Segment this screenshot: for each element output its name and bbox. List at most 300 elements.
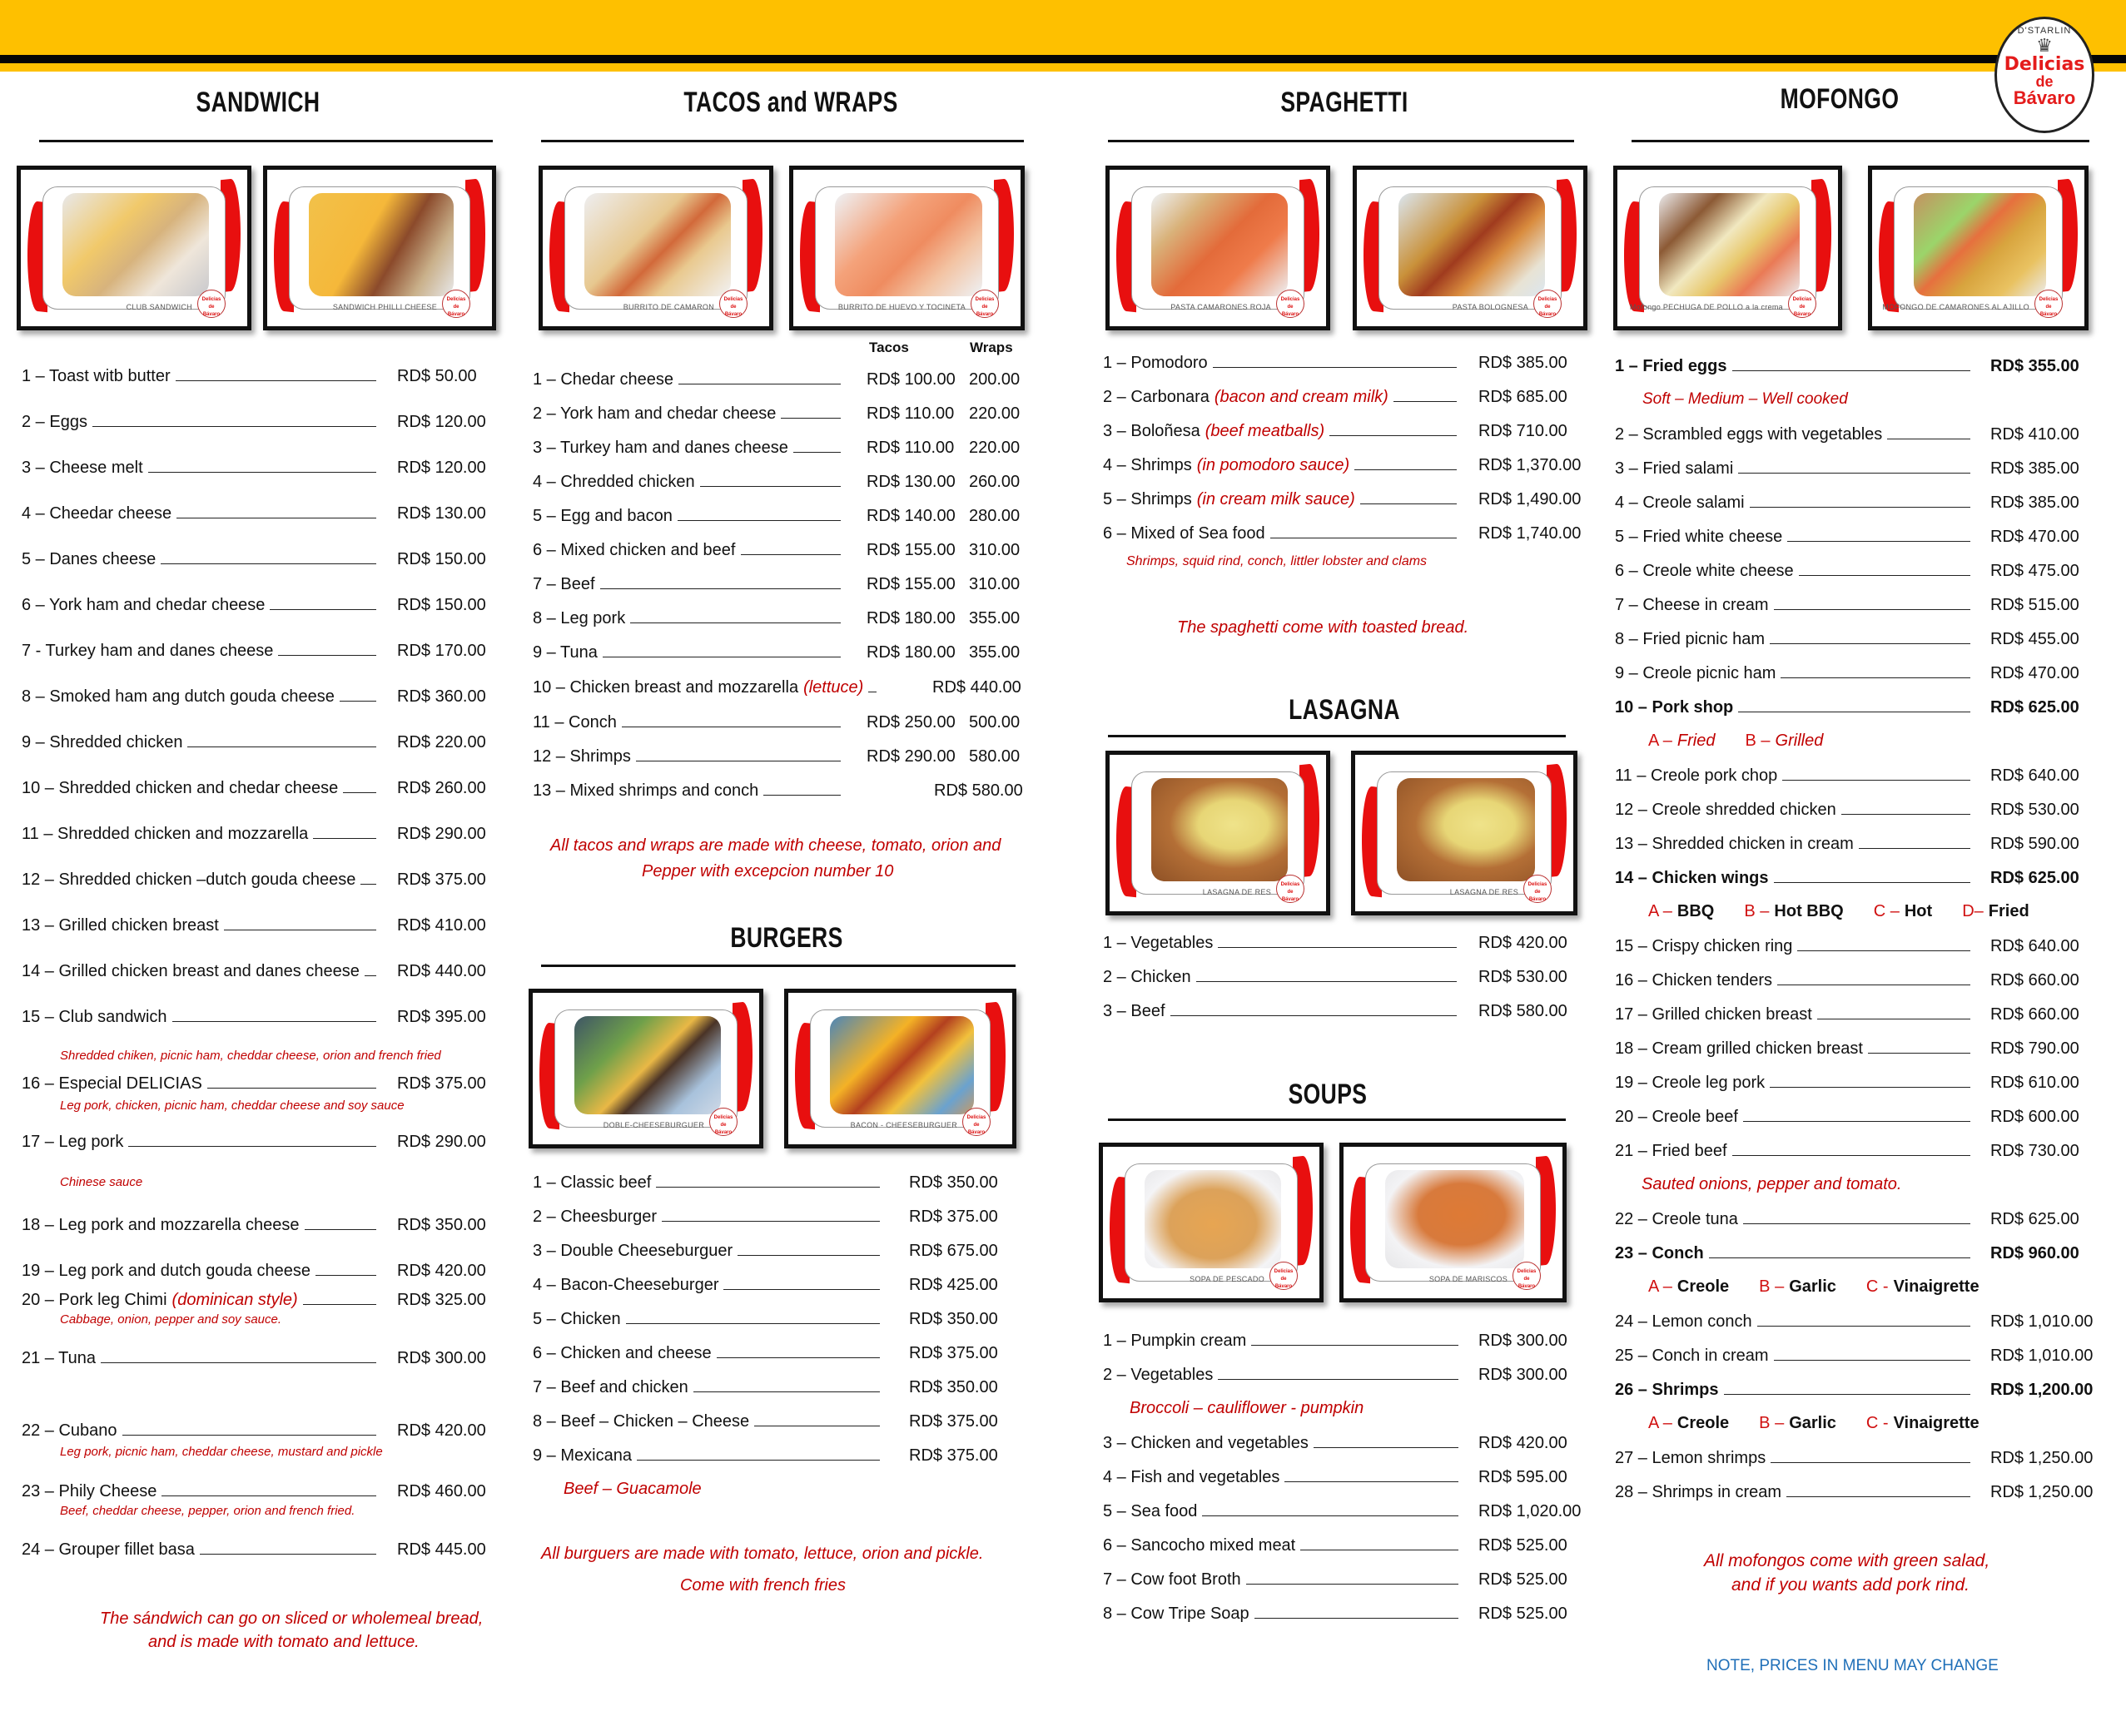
menu-item-label: 4 – Bacon-Cheeseburger <box>533 1276 719 1294</box>
menu-item-note: Chinese sauce <box>60 1175 143 1189</box>
leader-line <box>793 439 841 453</box>
menu-item-price: RD$ 660.00 <box>1990 1005 2079 1024</box>
menu-item <box>533 404 841 424</box>
menu-item-price: RD$ 290.00 <box>397 825 486 843</box>
menu-item-label: 3 – Turkey ham and danes cheese <box>533 439 788 457</box>
menu-item-label: 23 – Phily Cheese <box>22 1482 157 1500</box>
menu-item <box>1103 1366 1458 1385</box>
leader-line <box>278 642 376 656</box>
option-letter: A – <box>1648 1414 1672 1432</box>
menu-item <box>22 642 376 661</box>
leader-line <box>763 782 841 796</box>
menu-item <box>1615 664 1970 683</box>
menu-item <box>22 779 376 798</box>
menu-item-price: RD$ 1,010.00 <box>1990 1347 2094 1365</box>
menu-item-price: RD$ 580.00 <box>934 781 1023 800</box>
menu-item-price: RD$ 525.00 <box>1478 1605 1567 1623</box>
menu-item <box>533 781 841 801</box>
option-text: Creole <box>1676 1414 1730 1432</box>
menu-item <box>22 870 376 890</box>
photo-philli-cheese <box>263 166 496 330</box>
leader-line <box>187 734 376 747</box>
option-text: Garlic <box>1789 1414 1836 1432</box>
photo-doble-cheeseburguer <box>529 989 763 1148</box>
menu-item <box>533 678 877 697</box>
menu-item-price-wraps: 310.00 <box>969 541 1021 559</box>
menu-item <box>533 747 841 766</box>
menu-item-label: 14 – Grilled chicken breast and danes cheese <box>22 962 360 980</box>
option-letter: A – <box>1648 1277 1672 1296</box>
logo-badge-icon: Delicias de Bávaro <box>1276 875 1304 903</box>
leader-line <box>1213 355 1457 368</box>
menu-item-price: RD$ 530.00 <box>1990 801 2079 819</box>
menu-item-price-tacos: RD$ 250.00 <box>867 713 956 732</box>
leader-line <box>637 1447 880 1461</box>
leader-line <box>1743 1109 1970 1122</box>
menu-item <box>1615 1074 1970 1093</box>
logo-badge-icon: Delicias de Bávaro <box>962 1108 991 1136</box>
menu-item-price: RD$ 350.00 <box>909 1310 998 1328</box>
menu-item <box>1103 456 1457 475</box>
leader-line <box>1787 528 1970 542</box>
menu-item-label: 25 – Conch in cream <box>1615 1347 1769 1365</box>
menu-item-price: RD$ 1,740.00 <box>1478 524 1582 543</box>
menu-item-price: RD$ 375.00 <box>909 1344 998 1362</box>
menu-item-detail: (lettuce) <box>803 678 864 697</box>
logo-badge-icon: Delicias de Bávaro <box>1533 290 1562 318</box>
spaghetti-footer: The spaghetti come with toasted bread. <box>1177 618 1469 637</box>
menu-item <box>1615 937 1970 956</box>
menu-item-price: RD$ 590.00 <box>1990 835 2079 853</box>
tacos-footer-line2: Pepper with excepcion number 10 <box>642 862 894 880</box>
menu-item-price: RD$ 625.00 <box>1990 869 2079 887</box>
leader-line <box>360 871 376 885</box>
menu-item-price-wraps: 580.00 <box>969 747 1021 766</box>
leader-line <box>1254 1605 1458 1619</box>
photo-caption: MOFONGO DE CAMARONES AL AJILLO <box>1882 303 2029 311</box>
menu-item-price-wraps: 310.00 <box>969 575 1021 593</box>
menu-item-label: 20 – Creole beef <box>1615 1108 1738 1126</box>
menu-item <box>1103 422 1457 441</box>
menu-item <box>533 541 841 560</box>
menu-item <box>533 1208 880 1227</box>
menu-item-label: 16 – Chicken tenders <box>1615 971 1773 990</box>
section-title-spaghetti: SPAGHETTI <box>1280 87 1408 118</box>
menu-item-price: RD$ 375.00 <box>397 1074 486 1093</box>
menu-item-label: 1 – Pumpkin cream <box>1103 1332 1247 1350</box>
leader-line <box>148 459 376 473</box>
menu-item-price: RD$ 355.00 <box>1990 357 2079 375</box>
logo-name-line3: Bávaro <box>2013 87 2076 108</box>
leader-line <box>1799 563 1970 576</box>
photo-caption: SOPA DE MARISCOS <box>1428 1275 1508 1283</box>
menu-item <box>22 550 376 569</box>
header-yellow-band <box>0 0 2126 55</box>
photo-lasagna-de-res-1 <box>1105 751 1330 915</box>
option-text: Hot BBQ <box>1774 902 1844 920</box>
menu-item <box>22 916 376 935</box>
menu-item-price: RD$ 460.00 <box>397 1482 486 1500</box>
leader-line <box>270 597 376 610</box>
menu-item-label: 7 – Cow foot Broth <box>1103 1570 1241 1589</box>
menu-item-label: 13 – Mixed shrimps and conch <box>533 781 759 800</box>
leader-line <box>176 505 376 518</box>
header-yellow-stripe <box>0 63 2126 72</box>
divider <box>541 965 1016 967</box>
menu-item-label: 10 – Chicken breast and mozzarella <box>533 678 799 697</box>
menu-item <box>1615 1142 1970 1161</box>
leader-line <box>1218 935 1457 948</box>
menu-item-price: RD$ 660.00 <box>1990 971 2079 990</box>
menu-item-label: 8 – Beef – Chicken – Cheese <box>533 1412 750 1431</box>
menu-item-label: 26 – Shrimps <box>1615 1381 1719 1399</box>
menu-item <box>533 1446 880 1466</box>
leader-line <box>738 1242 880 1256</box>
menu-item <box>1103 524 1457 543</box>
menu-item-label: 18 – Leg pork and mozzarella cheese <box>22 1216 300 1234</box>
menu-item-label: 24 – Lemon conch <box>1615 1312 1752 1331</box>
leader-line <box>1750 494 1970 508</box>
menu-item-label: 8 – Leg pork <box>533 609 626 627</box>
menu-item <box>1615 1347 1970 1366</box>
leader-line <box>636 748 841 761</box>
leader-line <box>1841 801 1970 815</box>
option-letter: B – <box>1759 1277 1785 1296</box>
menu-item <box>1615 801 1970 820</box>
leader-line <box>754 1413 880 1426</box>
menu-item-price: RD$ 525.00 <box>1478 1570 1567 1589</box>
leader-line <box>1774 870 1970 883</box>
menu-item-price: RD$ 600.00 <box>1990 1108 2079 1126</box>
leader-line <box>1246 1571 1458 1585</box>
leader-line <box>678 508 841 521</box>
menu-item-label: 14 – Chicken wings <box>1615 869 1769 887</box>
menu-item <box>1103 968 1457 987</box>
menu-item <box>1615 1244 1970 1263</box>
menu-item-price-wraps: 355.00 <box>969 643 1021 662</box>
menu-item-note: Leg pork, chicken, picnic ham, cheddar cheese and soy sauce <box>60 1099 405 1113</box>
leader-line <box>1738 699 1970 712</box>
logo-badge-icon: Delicias de Bávaro <box>2034 290 2063 318</box>
leader-line <box>603 644 841 657</box>
menu-item-label: 7 - Turkey ham and danes cheese <box>22 642 274 660</box>
menu-item-price: RD$ 385.00 <box>1990 459 2079 478</box>
menu-item-label: 13 – Shredded chicken in cream <box>1615 835 1854 853</box>
option-text: BBQ <box>1676 902 1715 920</box>
menu-item-label: 8 – Smoked ham ang dutch gouda cheese <box>22 687 335 706</box>
leader-line <box>656 1174 880 1188</box>
menu-item <box>22 1421 376 1441</box>
menu-item-price-tacos: RD$ 110.00 <box>867 439 955 457</box>
menu-item-label: 2 – Scrambled eggs with vegetables <box>1615 425 1883 444</box>
menu-item-note: Sauted onions, pepper and tomato. <box>1642 1175 1902 1193</box>
menu-item-label: 4 – Chredded chicken <box>533 473 695 491</box>
burgers-footer-line2: Come with french fries <box>680 1576 846 1595</box>
menu-item <box>1615 971 1970 990</box>
menu-item-note: Shrimps, squid rind, conch, littler lobster and clams <box>1126 554 1428 568</box>
menu-item <box>1615 1108 1970 1127</box>
menu-item-price: RD$ 675.00 <box>909 1242 998 1260</box>
menu-item-label: 6 – Sancocho mixed meat <box>1103 1536 1296 1555</box>
divider <box>39 140 493 142</box>
photo-caption: BURRITO DE HUEVO Y TOCINETA <box>837 303 966 311</box>
menu-item <box>1103 1570 1458 1590</box>
menu-item-label: 3 – Boloñesa <box>1103 422 1200 440</box>
leader-line <box>622 714 841 727</box>
menu-item-price: RD$ 610.00 <box>1990 1074 2079 1092</box>
leader-line <box>200 1541 376 1555</box>
leader-line <box>315 1262 376 1276</box>
menu-item <box>22 1008 376 1027</box>
menu-item-label: 5 – Danes cheese <box>22 550 156 568</box>
photo-caption: SANDWICH PHILLI CHEESE <box>332 303 437 311</box>
menu-item-label: 7 – Cheese in cream <box>1615 596 1769 614</box>
menu-item-price-wraps: 220.00 <box>969 404 1021 423</box>
leader-line <box>1781 665 1970 678</box>
menu-item-price: RD$ 375.00 <box>909 1412 998 1431</box>
leader-line <box>626 1311 880 1324</box>
menu-item-price: RD$ 420.00 <box>397 1262 486 1280</box>
menu-item <box>1103 1332 1458 1351</box>
menu-item-label: 4 – Cheedar cheese <box>22 504 172 523</box>
menu-item <box>533 713 841 732</box>
menu-item-price: RD$ 420.00 <box>1478 934 1567 952</box>
option-letter: C - <box>1865 1414 1889 1432</box>
column-header-wraps: Wraps <box>970 340 1013 355</box>
option-letter: B – <box>1759 1414 1785 1432</box>
mofongo-footer-line1: All mofongos come with green salad, <box>1704 1551 1990 1570</box>
burgers-footer-line1: All burguers are made with tomato, lettuce, orion and pickle. <box>541 1545 984 1563</box>
photo-caption: Mofongo PECHUGA DE POLLO a la crema <box>1629 303 1783 311</box>
menu-item <box>22 1133 376 1152</box>
photo-burrito-huevo-tocineta <box>789 166 1025 330</box>
leader-line <box>700 474 841 487</box>
menu-item <box>1615 766 1970 786</box>
menu-item-price: RD$ 710.00 <box>1478 422 1567 440</box>
menu-item <box>1103 1536 1458 1555</box>
menu-item-price: RD$ 395.00 <box>397 1008 486 1026</box>
menu-item-price: RD$ 445.00 <box>397 1540 486 1559</box>
menu-item-price: RD$ 640.00 <box>1990 766 2079 785</box>
menu-item-price: RD$ 120.00 <box>397 413 486 431</box>
leader-line <box>1360 491 1457 504</box>
sandwich-footer-line2: and is made with tomato and lettuce. <box>148 1633 420 1651</box>
photo-mofongo-camarones-ajillo <box>1868 166 2089 330</box>
menu-item-price-wraps: 500.00 <box>969 713 1021 732</box>
menu-item-price: RD$ 470.00 <box>1990 528 2079 546</box>
menu-item-label: 10 – Pork shop <box>1615 698 1734 717</box>
menu-item-price: RD$ 455.00 <box>1990 630 2079 648</box>
leader-line <box>1786 1484 1970 1497</box>
menu-item <box>533 1378 880 1397</box>
menu-item-price: RD$ 595.00 <box>1478 1468 1567 1486</box>
menu-item-label: 6 – Chicken and cheese <box>533 1344 712 1362</box>
menu-item-price-wraps: 280.00 <box>969 507 1021 525</box>
menu-item <box>1615 459 1970 479</box>
menu-item-price: RD$ 1,370.00 <box>1478 456 1582 474</box>
menu-item-label: 21 – Tuna <box>22 1349 96 1367</box>
logo-badge-icon: Delicias de Bávaro <box>709 1108 738 1136</box>
option-letter: A – <box>1648 732 1672 750</box>
leader-line <box>1757 1313 1970 1327</box>
menu-item-price: RD$ 1,010.00 <box>1990 1312 2094 1331</box>
menu-item-price: RD$ 50.00 <box>397 367 477 385</box>
menu-item-label: 9 – Shredded chicken <box>22 733 183 751</box>
menu-item-price: RD$ 120.00 <box>397 459 486 477</box>
leader-line <box>365 963 376 976</box>
option-letter: A – <box>1648 902 1672 920</box>
menu-item-price: RD$ 150.00 <box>397 550 486 568</box>
leader-line <box>207 1075 376 1089</box>
section-title-burgers: BURGERS <box>730 922 843 954</box>
divider <box>1632 140 2089 142</box>
menu-item <box>1103 490 1457 509</box>
photo-caption: PASTA CAMARONES ROJA <box>1170 303 1271 311</box>
leader-line <box>1770 631 1970 644</box>
menu-item-price: RD$ 170.00 <box>397 642 486 660</box>
menu-item-label: 3 – Chicken and vegetables <box>1103 1434 1309 1452</box>
menu-item-price-tacos: RD$ 290.00 <box>867 747 956 766</box>
leader-line <box>1770 1074 1970 1088</box>
menu-item-note: Cabbage, onion, pepper and soy sauce. <box>60 1312 282 1327</box>
menu-item <box>22 733 376 752</box>
menu-item-price: RD$ 350.00 <box>397 1216 486 1234</box>
leader-line <box>128 1133 376 1147</box>
menu-item-price: RD$ 300.00 <box>1478 1332 1567 1350</box>
column-header-tacos: Tacos <box>869 340 909 355</box>
photo-caption: SOPA DE PESCADO <box>1190 1275 1264 1283</box>
leader-line <box>1284 1469 1458 1482</box>
menu-item-price: RD$ 730.00 <box>1990 1142 2079 1160</box>
leader-line <box>1709 1245 1970 1258</box>
menu-item-label: 1 – Fried eggs <box>1615 357 1727 375</box>
menu-item-label: 2 – York ham and chedar cheese <box>533 404 777 423</box>
menu-item-note: Beef, cheddar cheese, pepper, orion and french fried. <box>60 1504 355 1518</box>
leader-line <box>600 576 841 589</box>
menu-item-label: 1 – Classic beef <box>533 1173 652 1192</box>
menu-item-label: 2 – Vegetables <box>1103 1366 1214 1384</box>
menu-item-label: 2 – Eggs <box>22 413 87 431</box>
menu-item-price-wraps: 220.00 <box>969 439 1021 457</box>
menu-item-label: 12 – Shredded chicken –dutch gouda cheese <box>22 870 356 889</box>
menu-item-price: RD$ 470.00 <box>1990 664 2079 682</box>
menu-item-price: RD$ 1,020.00 <box>1478 1502 1582 1520</box>
menu-item-label: 22 – Cubano <box>22 1421 117 1440</box>
section-title-lasagna: LASAGNA <box>1289 694 1400 726</box>
menu-item <box>533 1242 880 1261</box>
menu-item-note: Broccoli – cauliflower - pumpkin <box>1130 1399 1364 1417</box>
photo-sopa-de-mariscos <box>1339 1143 1567 1302</box>
menu-item-price: RD$ 1,200.00 <box>1990 1381 2094 1399</box>
menu-item-price: RD$ 1,250.00 <box>1990 1483 2094 1501</box>
menu-item-options <box>1648 732 1823 751</box>
menu-item <box>533 575 841 594</box>
leader-line <box>92 414 376 427</box>
photo-caption: LASAGNA DE RES <box>1202 888 1271 896</box>
leader-line <box>305 1217 376 1230</box>
menu-item-price: RD$ 290.00 <box>397 1133 486 1151</box>
option-letter: B – <box>1744 902 1770 920</box>
leader-line <box>1314 1435 1458 1448</box>
leader-line <box>1393 389 1457 402</box>
sandwich-footer-line1: The sándwich can go on sliced or wholemeal bread, <box>100 1610 484 1628</box>
leader-line <box>176 368 376 381</box>
menu-item-label: 13 – Grilled chicken breast <box>22 916 219 935</box>
section-title-soups: SOUPS <box>1288 1079 1368 1110</box>
leader-line <box>1797 938 1970 951</box>
photo-club-sandwich <box>17 166 251 330</box>
logo-badge-icon: Delicias de Bávaro <box>442 290 470 318</box>
menu-item <box>533 609 841 628</box>
leader-line <box>1170 1003 1457 1016</box>
leader-line <box>122 1422 376 1436</box>
menu-item <box>22 596 376 615</box>
leader-line <box>1738 460 1970 474</box>
menu-item-label: 1 – Pomodoro <box>1103 354 1208 372</box>
menu-item <box>533 507 841 526</box>
leader-line <box>1771 1450 1970 1463</box>
menu-item <box>533 1276 880 1295</box>
section-title-sandwich: SANDWICH <box>196 87 320 118</box>
menu-item-price: RD$ 325.00 <box>397 1291 486 1309</box>
leader-line <box>1724 1381 1970 1395</box>
menu-item-label: 6 – Mixed chicken and beef <box>533 541 736 559</box>
menu-item-price-tacos: RD$ 100.00 <box>867 370 956 389</box>
leader-line <box>1777 972 1970 985</box>
leader-line <box>343 780 376 793</box>
menu-item-label: 19 – Creole leg pork <box>1615 1074 1766 1092</box>
photo-burrito-camaron <box>539 166 773 330</box>
menu-item-price: RD$ 960.00 <box>1990 1244 2079 1262</box>
menu-item-note: Beef – Guacamole <box>564 1480 702 1498</box>
menu-item-label: 3 – Beef <box>1103 1002 1165 1020</box>
logo-badge-icon: Delicias de Bávaro <box>1276 290 1304 318</box>
menu-item-label: 5 – Egg and bacon <box>533 507 673 525</box>
menu-item-price: RD$ 515.00 <box>1990 596 2079 614</box>
restaurant-logo <box>1994 17 2094 133</box>
leader-line <box>1300 1537 1458 1550</box>
menu-item-price: RD$ 350.00 <box>909 1378 998 1396</box>
leader-line <box>101 1350 376 1363</box>
menu-item-label: 15 – Club sandwich <box>22 1008 167 1026</box>
menu-item-price: RD$ 385.00 <box>1478 354 1567 372</box>
menu-item-label: 6 – York ham and chedar cheese <box>22 596 266 614</box>
menu-item-price: RD$ 260.00 <box>397 779 486 797</box>
menu-item-price-wraps: 355.00 <box>969 609 1021 627</box>
menu-item-label: 16 – Especial DELICIAS <box>22 1074 202 1093</box>
menu-item <box>1615 528 1970 547</box>
menu-item-label: 5 – Chicken <box>533 1310 621 1328</box>
photo-mofongo-pechuga-pollo <box>1613 166 1842 330</box>
menu-item-price-tacos: RD$ 155.00 <box>867 575 956 593</box>
menu-item <box>533 370 841 389</box>
menu-item <box>1615 835 1970 854</box>
menu-item-price: RD$ 420.00 <box>1478 1434 1567 1452</box>
menu-item <box>1615 1039 1970 1059</box>
leader-line <box>630 610 841 623</box>
menu-item-label: 2 – Carbonara <box>1103 388 1210 406</box>
leader-line <box>693 1379 880 1392</box>
option-letter: C – <box>1873 902 1900 920</box>
leader-line <box>662 1208 880 1222</box>
menu-item-price: RD$ 350.00 <box>909 1173 998 1192</box>
menu-item-label: 24 – Grouper fillet basa <box>22 1540 195 1559</box>
logo-badge-icon: Delicias de Bávaro <box>1788 290 1816 318</box>
menu-item-price: RD$ 410.00 <box>1990 425 2079 444</box>
menu-item <box>1103 1468 1458 1487</box>
menu-item <box>1615 630 1970 649</box>
divider <box>1108 1118 1566 1121</box>
